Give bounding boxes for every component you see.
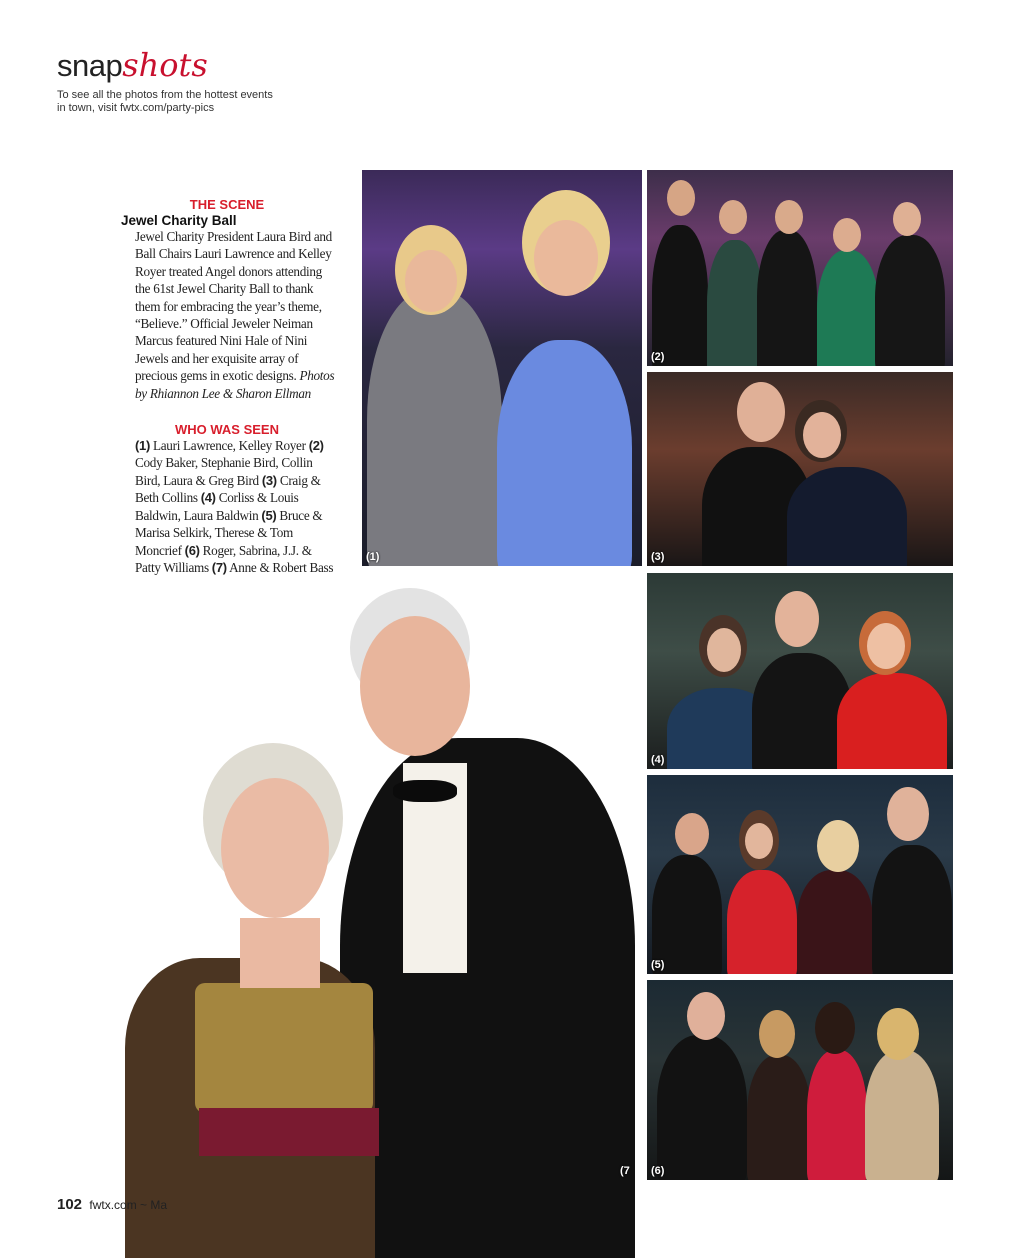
who-entry-number: (1) (135, 438, 150, 454)
page-number: 102 (57, 1196, 83, 1213)
photo-1 (362, 170, 642, 566)
photo-7-number: (7 (620, 1165, 630, 1177)
scene-body (135, 228, 337, 402)
who-entry-names: Roger, Sabrina, J.J. & Patty Williams (135, 542, 312, 575)
who-entry-names: Craig & Beth Collins (135, 472, 321, 506)
masthead-subtitle (57, 89, 273, 115)
photo-1-number: (1) (366, 551, 380, 563)
who-entry-names: Cody Baker, Stephanie Bird, Collin Bird, Laura & Greg Bird (135, 455, 313, 488)
who-entry-names: Anne & Robert Bass (229, 559, 334, 575)
who-list (135, 437, 337, 576)
photo-7 (125, 588, 637, 1237)
scene-section (121, 197, 353, 576)
photo-3 (647, 372, 953, 566)
scene-body-text: Jewel Charity President Laura Bird and Ball Chairs Lauri Lawrence and Kelley Royer treated Angel donors attending the 61st Jewel Charity Ball to thank them for embracing the year’s theme, “Believe.” Official Jeweler Neiman Marcus featured Nini Hale of Nini Jewels and her exquisite array of precious gems in exotic designs. (135, 229, 332, 384)
photo-5-number: (5) (651, 959, 665, 971)
who-entry-number: (2) (308, 438, 324, 454)
photo-6-number: (6) (651, 1165, 665, 1177)
page-footer (57, 1196, 167, 1213)
masthead-subtitle-line1: To see all the photos from the hottest events (57, 89, 273, 101)
photo-6 (647, 980, 953, 1180)
who-entry-number: (7) (211, 559, 227, 575)
who-entry-names: Bruce & Marisa Selkirk, Therese & Tom Moncrief (135, 507, 323, 558)
who-entry-number: (3) (261, 472, 277, 488)
masthead-title-snap: snap (57, 48, 123, 83)
photo-3-number: (3) (651, 551, 665, 563)
who-entry-number: (6) (184, 542, 200, 558)
who-was-seen-section (121, 422, 353, 576)
who-entry-names: Lauri Lawrence, Kelley Royer (153, 438, 306, 454)
who-heading: WHO WAS SEEN (174, 422, 279, 438)
photo-2-number: (2) (651, 351, 665, 363)
scene-heading: THE SCENE (189, 197, 265, 212)
who-entry-names: Corliss & Louis Baldwin, Laura Baldwin (135, 490, 299, 523)
masthead (57, 46, 273, 115)
photo-2 (647, 170, 953, 366)
who-entry-number: (4) (200, 490, 216, 506)
masthead-title (57, 46, 273, 91)
photo-4 (647, 573, 953, 769)
event-name: Jewel Charity Ball (121, 213, 237, 228)
masthead-subtitle-line2: in town, visit fwtx.com/party-pics (57, 102, 215, 114)
photo-credit: Photos by Rhiannon Lee & Sharon Ellman (135, 368, 335, 401)
masthead-title-shots: shots (122, 46, 208, 84)
photo-5 (647, 775, 953, 974)
footer-site: fwtx.com ~ Ma (89, 1198, 168, 1212)
who-entry-number: (5) (261, 507, 277, 523)
photo-4-number: (4) (651, 754, 665, 766)
